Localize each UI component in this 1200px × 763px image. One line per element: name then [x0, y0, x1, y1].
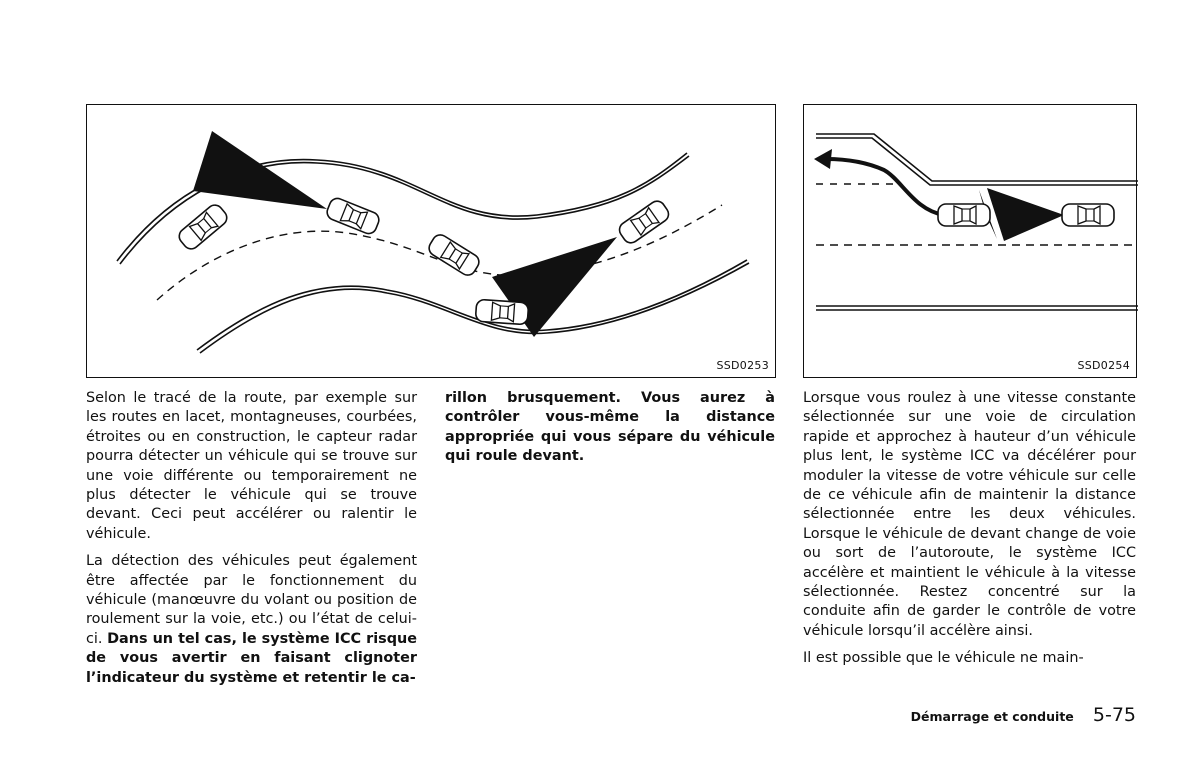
text-column-left: [86, 389, 417, 696]
radar-beam: [193, 131, 327, 209]
radar-beam: [987, 188, 1064, 241]
car-icon: [616, 198, 671, 246]
warning-text: rillon brusquement. Vous aurez à contrôler vous-même la distance appropriée qui vous sépare du véhicule qui roule devant.: [445, 390, 775, 465]
paragraph-text: La détection des véhicules peut également être affectée par le fonctionnement du véhicule (manœuvre du volant ou position de roulement sur la voie, etc.) ou l’état de celui-ci.: [86, 553, 417, 647]
text-column-middle: [445, 389, 775, 475]
arrow-head-icon: [814, 149, 832, 169]
car-icon: [325, 196, 381, 236]
car-icon: [426, 232, 482, 278]
lane-change-illustration: [803, 104, 1137, 378]
lane-change-drawing: [804, 105, 1138, 379]
car-icon: [938, 204, 990, 226]
car-icon: [1062, 204, 1114, 226]
paragraph: [86, 552, 417, 688]
section-title: Démarrage et conduite: [910, 709, 1074, 724]
page-footer: [0, 704, 1136, 726]
page-number: 5-75: [1092, 704, 1136, 726]
paragraph: Il est possible que le véhicule ne main-: [803, 650, 1084, 667]
figure-code: SSD0254: [1077, 359, 1130, 372]
winding-road-illustration: [86, 104, 776, 378]
paragraph: Selon le tracé de la route, par exemple sur les routes en lacet, montagneuses, courbées, étroites ou en construction, le capteur radar pourra détecter un véhicule qui se trouve sur une voie différente ou temporairement ne plus détecter le véhicule qui se trouve devant. Ceci peut accélérer ou ralentir le véhicule.: [86, 390, 417, 542]
paragraph: Lorsque vous roulez à une vitesse constante sélectionnée sur une voie de circulation rapide et approchez à hauteur d’un véhicule plus lent, le système ICC va décélérer pour moduler la vitesse de votre véhicule sur celle de ce véhicule afin de maintenir la distance sélectionnée entre les deux véhicules. Lorsque le véhicule de devant change de voie ou sort de l’autoroute, le système ICC accélère et maintient le véhicule à la vitesse sélectionnée. Restez concentré sur la conduite afin de garder le contrôle de votre véhicule lorsqu’il accélère ainsi.: [803, 390, 1136, 639]
paragraph: [445, 389, 775, 467]
winding-road-drawing: [87, 105, 777, 379]
car-icon: [475, 299, 528, 325]
warning-text: Dans un tel cas, le système ICC risque de vous avertir en faisant clignoter l’indicateur du système et retentir le ca-: [86, 630, 417, 686]
text-column-right: [803, 389, 1136, 677]
figure-code: SSD0253: [716, 359, 769, 372]
car-icon: [176, 202, 230, 252]
